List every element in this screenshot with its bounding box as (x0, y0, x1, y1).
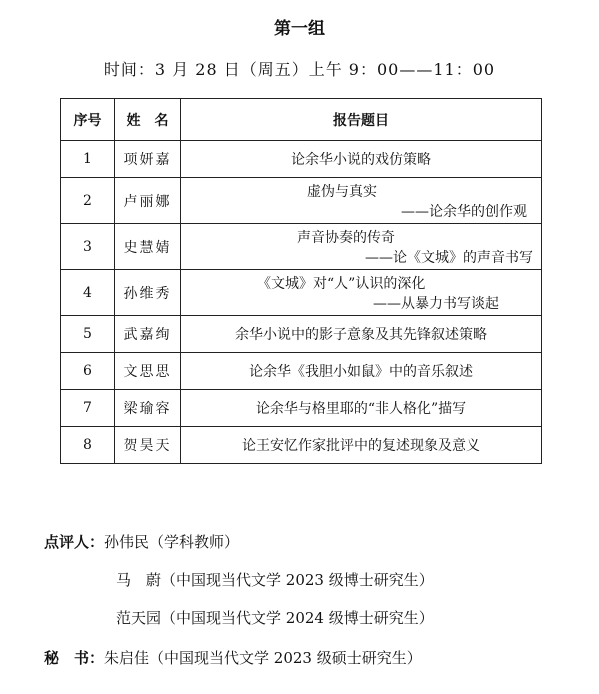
row-name: 项妍嘉 (115, 141, 181, 178)
table-row (61, 316, 542, 353)
table-row (61, 178, 542, 224)
row-topic: 余华小说中的影子意象及其先锋叙述策略 (181, 316, 542, 353)
table-row (61, 353, 542, 390)
header-topic: 报告题目 (181, 99, 542, 141)
row-name: 贺昊天 (115, 427, 181, 464)
row-no: 2 (61, 178, 115, 224)
reviewer-3: 范天园（中国现当代文学 2024 级博士研究生） (116, 609, 434, 627)
row-no: 3 (61, 224, 115, 270)
row-topic-cell (181, 224, 542, 270)
row-topic-cell (181, 270, 542, 316)
secretary-line (44, 647, 422, 668)
reviewer-label: 点评人： (44, 533, 105, 551)
table-row (61, 224, 542, 270)
row-topic: 论余华小说的戏仿策略 (181, 141, 542, 178)
table-header-row (61, 99, 542, 141)
row-no: 4 (61, 270, 115, 316)
row-name: 武嘉绚 (115, 316, 181, 353)
row-topic: 《文城》对“人”认识的深化 (257, 275, 426, 292)
row-no: 1 (61, 141, 115, 178)
table-row (61, 141, 542, 178)
table-row (61, 390, 542, 427)
table-row (61, 270, 542, 316)
report-table (60, 98, 542, 464)
schedule-time: 时间：3 月 28 日（周五）上午 9：00——11：00 (103, 60, 496, 79)
secretary: 朱启佳（中国现当代文学 2023 级硕士研究生） (104, 649, 422, 667)
row-no: 5 (61, 316, 115, 353)
secretary-label: 秘 书： (44, 649, 105, 667)
reviewer-line (44, 531, 239, 552)
group-title: 第一组 (274, 19, 325, 39)
row-name: 史慧婧 (115, 224, 181, 270)
reviewer-2: 马 蔚（中国现当代文学 2023 级博士研究生） (116, 571, 434, 589)
header-name: 姓 名 (115, 99, 181, 141)
row-subtopic: ——论余华的创作观 (401, 203, 527, 220)
row-subtopic: ——论《文城》的声音书写 (365, 249, 533, 266)
header-no: 序号 (61, 99, 115, 141)
row-topic: 论余华与格里耶的“非人格化”描写 (181, 390, 542, 427)
row-name: 梁瑜容 (115, 390, 181, 427)
reviewer-1: 孙伟民（学科教师） (104, 533, 240, 551)
row-topic: 论余华《我胆小如鼠》中的音乐叙述 (181, 353, 542, 390)
row-topic: 虚伪与真实 (307, 183, 377, 200)
row-name: 卢丽娜 (115, 178, 181, 224)
row-topic: 论王安忆作家批评中的复述现象及意义 (181, 427, 542, 464)
row-name: 文思思 (115, 353, 181, 390)
row-no: 8 (61, 427, 115, 464)
row-name: 孙维秀 (115, 270, 181, 316)
row-topic: 声音协奏的传奇 (297, 229, 395, 246)
row-topic-cell (181, 178, 542, 224)
table-row (61, 427, 542, 464)
row-no: 6 (61, 353, 115, 390)
row-subtopic: ——从暴力书写谈起 (373, 295, 499, 312)
row-no: 7 (61, 390, 115, 427)
